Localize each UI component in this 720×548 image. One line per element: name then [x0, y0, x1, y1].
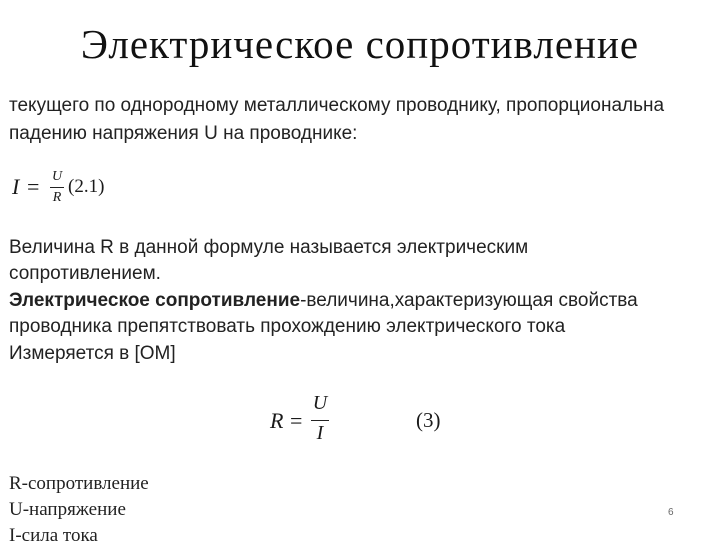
definition-line2: проводника препятствовать прохождению электрического тока — [9, 316, 566, 337]
definition-line1 — [9, 289, 638, 313]
legend-item-resistance: R-сопротивление — [9, 473, 149, 494]
formula2-label: (3) — [416, 408, 441, 432]
definition-rest: -величина,характеризующая свойства — [300, 290, 638, 311]
formula2-fraction-bar — [311, 420, 329, 421]
formula2-lhs: R — [270, 408, 284, 433]
definition-term: Электрическое сопротивление — [9, 290, 301, 311]
page-number: 6 — [668, 507, 674, 518]
paragraph2-line1: Величина R в данной формуле называется электрическим — [9, 237, 529, 258]
formula1-lhs: I — [12, 174, 20, 199]
formula1-label: (2.1) — [68, 176, 105, 197]
legend-item-voltage: U-напряжение — [9, 499, 126, 520]
formula1-numerator: U — [51, 169, 63, 184]
formula1-fraction-bar — [50, 187, 64, 188]
formula2-numerator: U — [312, 392, 328, 414]
paragraph2-line2: сопротивлением. — [9, 263, 161, 284]
paragraph1-line1: текущего по однородному металлическому проводнику, пропорциональна — [9, 95, 665, 116]
formula1-equals: = — [27, 174, 40, 199]
formula2-denominator: I — [316, 422, 324, 444]
formula2-equals: = — [290, 408, 303, 433]
definition-line3: Измеряется в [ОМ] — [9, 343, 176, 364]
slide-title: Электрическое сопротивление — [80, 21, 640, 67]
legend-item-current: I-сила тока — [9, 525, 98, 546]
paragraph1-line2: падению напряжения U на проводнике: — [9, 123, 358, 144]
formula1-denominator: R — [52, 190, 62, 205]
